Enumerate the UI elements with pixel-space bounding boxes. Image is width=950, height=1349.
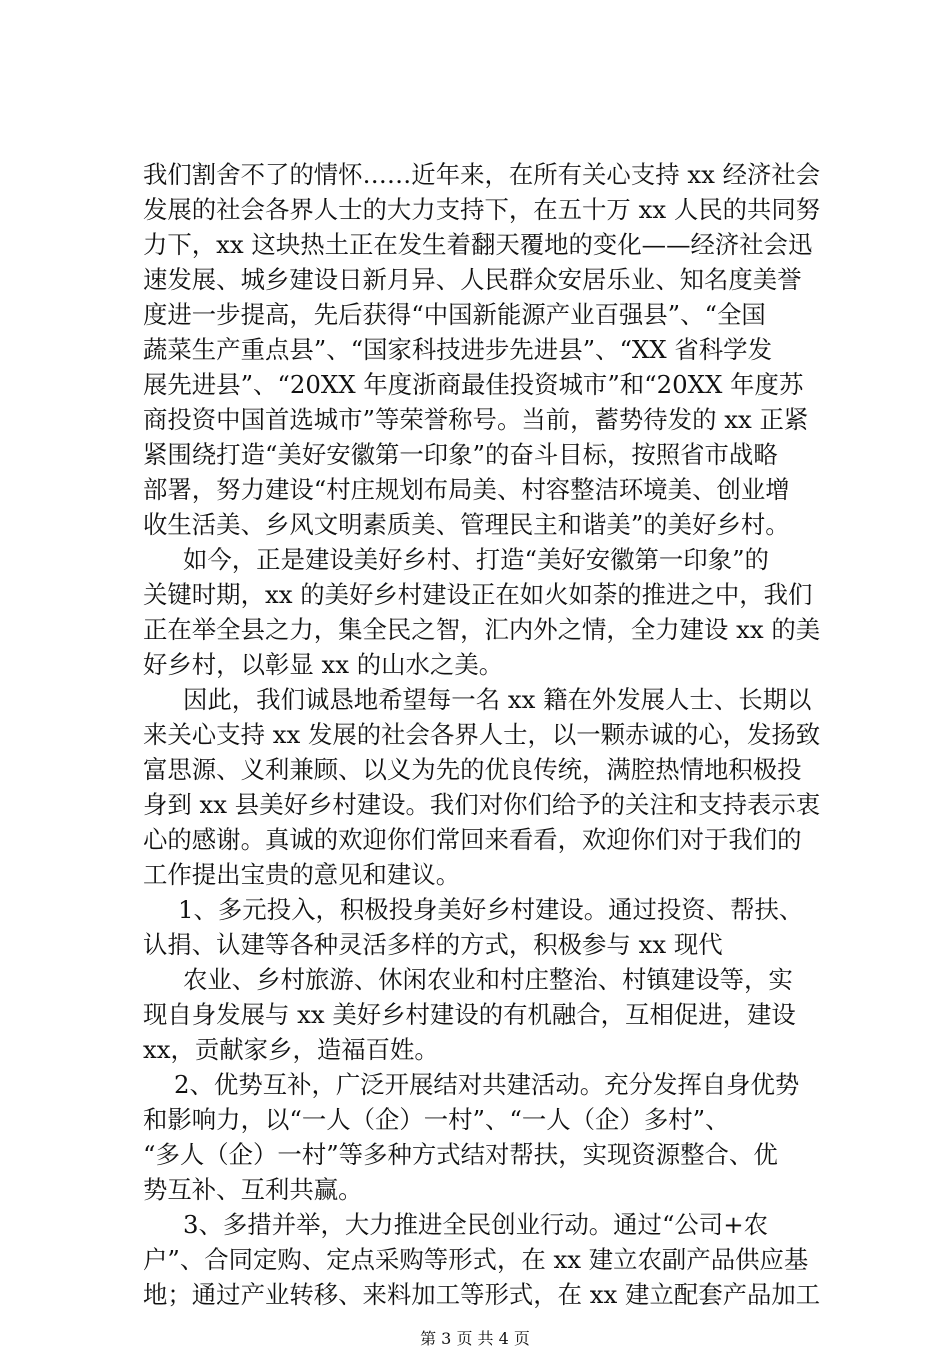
text-line: 收生活美、乡风文明素质美、管理民主和谐美”的美好乡村。	[143, 510, 790, 539]
text-line: 身到 xx 县美好乡村建设。我们对你们给予的关注和支持表示衷	[143, 790, 821, 819]
text-line: 部署，努力建设“村庄规划布局美、村容整洁环境美、创业增	[143, 475, 790, 504]
text-line: 心的感谢。真诚的欢迎你们常回来看看，欢迎你们对于我们的	[143, 825, 802, 854]
text-line: 工作提出宝贵的意见和建议。	[143, 860, 461, 889]
list-item-2: 2、优势互补，广泛开展结对共建活动。充分发挥自身优势	[174, 1070, 800, 1099]
text-line: 力下，xx 这块热土正在发生着翻天覆地的变化——经济社会迅	[143, 230, 813, 259]
text-line: 紧围绕打造“美好安徽第一印象”的奋斗目标，按照省市战略	[143, 440, 778, 469]
text-line: 认捐、认建等各种灵活多样的方式，积极参与 xx 现代	[143, 930, 723, 959]
text-line: 农业、乡村旅游、休闲农业和村庄整治、村镇建设等，实	[183, 965, 793, 994]
text-line: 户”、合同定购、定点采购等形式，在 xx 建立农副产品供应基	[143, 1245, 809, 1274]
text-line: 发展的社会各界人士的大力支持下，在五十万 xx 人民的共同努	[143, 195, 821, 224]
text-line: 展先进县”、“20XX 年度浙商最佳投资城市”和“20XX 年度苏	[143, 370, 804, 399]
text-line: 商投资中国首选城市”等荣誉称号。当前，蓄势待发的 xx 正紧	[143, 405, 809, 434]
text-line: 我们割舍不了的情怀……近年来，在所有关心支持 xx 经济社会	[143, 160, 821, 189]
text-line: 关键时期，xx 的美好乡村建设正在如火如荼的推进之中，我们	[143, 580, 813, 609]
list-item-1: 1、多元投入，积极投身美好乡村建设。通过投资、帮扶、	[178, 895, 804, 924]
paragraph-start: 如今，正是建设美好乡村、打造“美好安徽第一印象”的	[183, 545, 769, 574]
text-line: “多人（企）一村”等多种方式结对帮扶，实现资源整合、优	[143, 1140, 778, 1169]
page-number-footer: 第 3 页 共 4 页	[420, 1329, 530, 1348]
text-line: 好乡村，以彰显 xx 的山水之美。	[143, 650, 504, 679]
text-line: 正在举全县之力，集全民之智，汇内外之情，全力建设 xx 的美	[143, 615, 821, 644]
text-line: 富思源、义利兼顾、以义为先的优良传统，满腔热情地积极投	[143, 755, 802, 784]
text-line: 地；通过产业转移、来料加工等形式，在 xx 建立配套产品加工	[143, 1280, 821, 1309]
text-line: 度进一步提高，先后获得“中国新能源产业百强县”、“全国	[143, 300, 766, 329]
text-line: 速发展、城乡建设日新月异、人民群众安居乐业、知名度美誉	[143, 265, 802, 294]
text-line: xx，贡献家乡，造福百姓。	[143, 1035, 439, 1064]
text-line: 势互补、互利共赢。	[143, 1175, 363, 1204]
text-line: 蔬菜生产重点县”、“国家科技进步先进县”、“XX 省科学发	[143, 335, 772, 364]
text-line: 来关心支持 xx 发展的社会各界人士，以一颗赤诚的心，发扬致	[143, 720, 821, 749]
list-item-3: 3、多措并举，大力推进全民创业行动。通过“公司+农	[183, 1210, 769, 1239]
text-line: 和影响力，以“一人（企）一村”、“一人（企）多村”、	[143, 1105, 730, 1134]
text-line: 现自身发展与 xx 美好乡村建设的有机融合，互相促进，建设	[143, 1000, 796, 1029]
paragraph-start: 因此，我们诚恳地希望每一名 xx 籍在外发展人士、长期以	[183, 685, 812, 714]
